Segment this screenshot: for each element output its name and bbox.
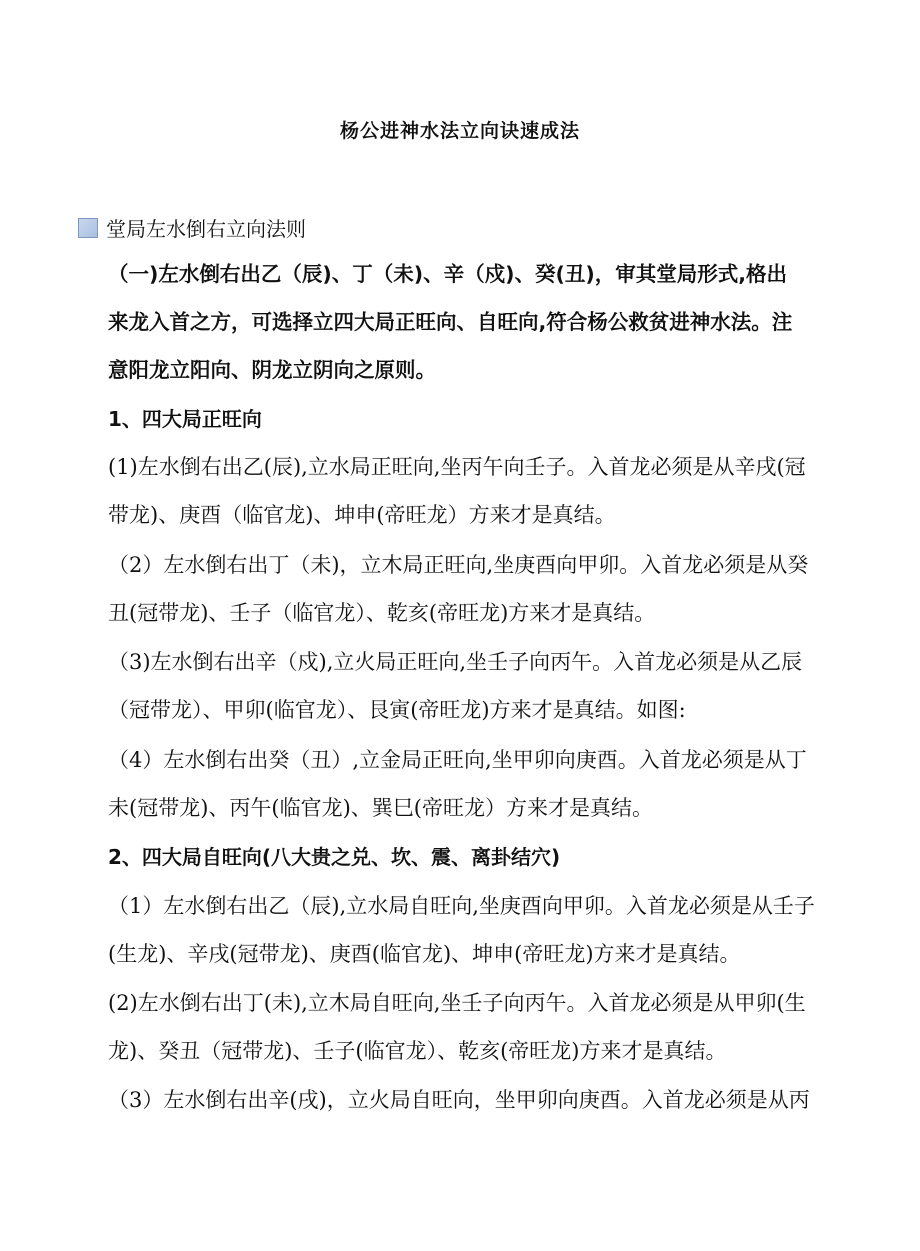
paragraph-2	[108, 541, 830, 637]
paragraph-5	[108, 882, 830, 978]
section-heading-text: 堂局左水倒右立向法则	[106, 217, 306, 241]
paragraph-line: （3)左水倒右出辛（戍),立火局正旺向,坐壬子向丙午。入首龙必须是从乙辰	[108, 650, 803, 674]
paragraph-line: 带龙)、庚酉（临官龙)、坤申(帝旺龙）方来才是真结。	[108, 503, 616, 527]
paragraph-line: 龙)、癸丑（冠带龙)、壬子(临官龙）、乾亥(帝旺龙)方来才是真结。	[108, 1039, 727, 1063]
square-bullet-icon	[78, 218, 98, 238]
paragraph-4	[108, 736, 830, 832]
paragraph-line: （一)左水倒右出乙（辰)、丁（未)、辛（戍)、癸(丑)，审其堂局形式,格出	[108, 262, 788, 286]
paragraph-line: （4）左水倒右出癸（丑）,立金局正旺向,坐甲卯向庚酉。入首龙必须是从丁	[108, 748, 807, 772]
paragraph-3	[108, 638, 830, 734]
section-heading	[78, 213, 306, 242]
paragraph-6	[108, 979, 830, 1075]
paragraph-line: 意阳龙立阳向、阴龙立阴向之原则。	[108, 358, 436, 382]
document-title: 杨公进神水法立向诀速成法	[339, 120, 580, 142]
paragraph-line: (2)左水倒右出丁(未),立木局自旺向,坐壬子向丙午。入首龙必须是从甲卯(生	[108, 991, 806, 1015]
intro-paragraph	[108, 250, 830, 394]
paragraph-line: （2）左水倒右出丁（未)，立木局正旺向,坐庚酉向甲卯。入首龙必须是从癸	[108, 553, 809, 577]
subheading-text: 2、四大局自旺向(八大贵之兑、坎、震、离卦结穴)	[108, 845, 561, 869]
paragraph-line: 未(冠带龙)、丙午(临官龙)、巽巳(帝旺龙）方来才是真结。	[108, 796, 653, 820]
paragraph-1	[108, 443, 830, 539]
subheading-text: 1、四大局正旺向	[108, 407, 262, 431]
paragraph-line: （3）左水倒右出辛(戌)，立火局自旺向，坐甲卯向庚酉。入首龙必须是从丙	[108, 1088, 810, 1112]
paragraph-line: （1）左水倒右出乙（辰),立水局自旺向,坐庚酉向甲卯。入首龙必须是从壬子	[108, 894, 815, 918]
paragraph-line: (1)左水倒右出乙(辰),立水局正旺向,坐丙午向壬子。入首龙必须是从辛戌(冠	[108, 455, 806, 479]
subheading-zheng-wang	[108, 395, 830, 443]
paragraph-line: 丑(冠带龙)、壬子（临官龙）、乾亥(帝旺龙)方来才是真结。	[108, 601, 656, 625]
paragraph-line: (生龙)、辛戌(冠带龙)、庚酉(临官龙)、坤申(帝旺龙)方来才是真结。	[108, 942, 741, 966]
paragraph-line: （冠带龙）、甲卯(临官龙）、艮寅(帝旺龙)方来才是真结。如图:	[108, 698, 686, 722]
subheading-zi-wang	[108, 833, 830, 881]
paragraph-7	[108, 1076, 830, 1124]
paragraph-line: 来龙入首之方，可选择立四大局正旺向、自旺向,符合杨公救贫进神水法。注	[108, 310, 793, 334]
